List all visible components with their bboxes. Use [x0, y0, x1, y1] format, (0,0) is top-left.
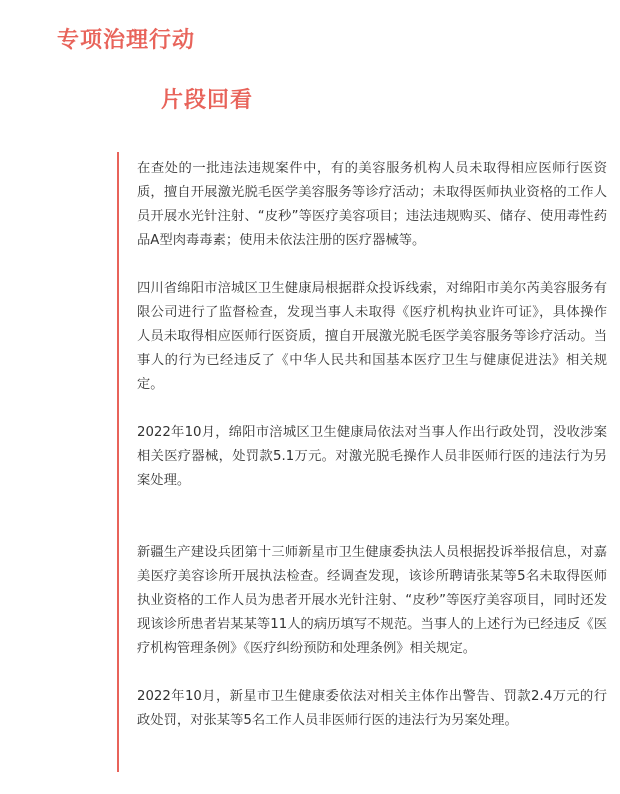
paragraph-penalty-mianyang: 2022年10月，绵阳市涪城区卫生健康局依法对当事人作出行政处罚，没收涉案相关医疗器械，处罚款5.1万元。对激光脱毛操作人员非医师行医的违法行为另案处理。: [137, 425, 607, 488]
paragraph-overview: 在查处的一批违法违规案件中，有的美容服务机构人员未取得相应医师行医资质，擅自开展激光脱毛医学美容服务等诊疗活动；未取得医师执业资格的工作人员开展水光针注射、“皮秒”等医疗美容项目；违法违规购买、储存、使用毒性药品A型肉毒毒素；使用未依法注册的医疗器械等。: [137, 161, 607, 248]
section-title: 专项治理行动: [57, 28, 196, 53]
paragraph-case-xinxing: 新疆生产建设兵团第十三师新星市卫生健康委执法人员根据投诉举报信息，对嘉美医疗美容诊所开展执法检查。经调查发现，该诊所聘请张某等5名未取得医师执业资格的工作人员为患者开展水光针注射、“皮秒”等医疗美容项目，同时还发现该诊所患者岩某某等11人的病历填写不规范。当事人的上述行为已经违反《医疗机构管理条例》《医疗纠纷预防和处理条例》相关规定。: [137, 545, 607, 656]
paragraph-case-mianyang: 四川省绵阳市涪城区卫生健康局根据群众投诉线索，对绵阳市美尔芮美容服务有限公司进行了监督检查，发现当事人未取得《医疗机构执业许可证》，具体操作人员未取得相应医师行医资质，擅自开展激光脱毛医学美容服务等诊疗活动。当事人的行为已经违反了《中华人民共和国基本医疗卫生与健康促进法》相关规定。: [137, 281, 607, 392]
paragraph-penalty-xinxing: 2022年10月，新星市卫生健康委依法对相关主体作出警告、罚款2.4万元的行政处罚，对张某等5名工作人员非医师行医的违法行为另案处理。: [137, 689, 607, 728]
accent-divider-line: [117, 152, 119, 772]
article-body: [137, 157, 607, 733]
subsection-title: 片段回看: [161, 88, 254, 113]
